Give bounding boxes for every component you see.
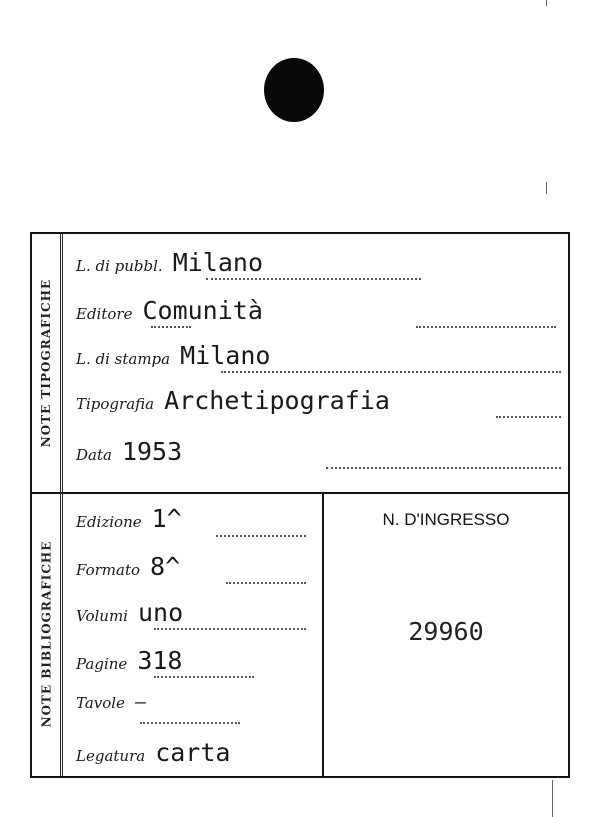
dotted-line — [226, 582, 306, 584]
field-label: Volumi — [76, 607, 128, 625]
field-label: Editore — [76, 305, 133, 323]
field-label: L. di stampa — [76, 350, 171, 368]
field-value: carta — [155, 738, 231, 767]
dotted-line — [151, 326, 191, 328]
bibliographic-notes-section — [32, 492, 568, 776]
field-label: Data — [76, 446, 112, 464]
field-label: Pagine — [76, 655, 128, 673]
field-place-of-publication — [76, 248, 263, 288]
field-value: Milano — [172, 248, 264, 277]
accession-number-value: 29960 — [408, 617, 484, 646]
typographic-notes-side-label — [32, 234, 63, 492]
dotted-line — [326, 467, 561, 469]
field-plates — [76, 692, 146, 732]
field-value: 318 — [137, 646, 183, 675]
dotted-line — [416, 326, 556, 328]
edge-mark-top — [546, 0, 547, 6]
field-value: Archetipografia — [164, 386, 390, 415]
field-binding — [76, 738, 230, 778]
field-label: Tipografia — [76, 395, 155, 413]
field-printer — [76, 386, 390, 426]
field-volumes — [76, 598, 183, 638]
field-value: uno — [137, 598, 184, 627]
field-value: Milano — [180, 341, 271, 370]
field-label: Edizione — [76, 513, 142, 531]
field-label: Formato — [76, 561, 141, 579]
field-format — [76, 552, 180, 592]
field-value: 8^ — [150, 552, 181, 581]
field-value: — — [134, 692, 146, 713]
dotted-line — [140, 722, 240, 724]
dotted-line — [154, 676, 254, 678]
field-value: Comunità — [142, 296, 263, 325]
field-publisher — [76, 296, 263, 336]
field-label: Legatura — [76, 747, 146, 765]
field-value: 1^ — [151, 504, 182, 533]
dotted-line — [216, 535, 306, 537]
bibliographic-notes-side-label — [32, 492, 63, 776]
punch-hole — [264, 58, 324, 122]
side-label-text: NOTE TIPOGRAFICHE — [39, 278, 53, 448]
edge-mark-upper — [546, 182, 547, 194]
typographic-notes-section — [32, 234, 568, 494]
dotted-line — [496, 416, 561, 418]
dotted-line — [206, 278, 421, 280]
accession-number-title: N. D'INGRESSO — [382, 510, 510, 529]
field-edition — [76, 504, 182, 544]
field-label: L. di pubbl. — [76, 257, 163, 275]
catalog-card — [30, 232, 570, 778]
field-pages — [76, 646, 182, 686]
edge-mark-bottom — [552, 780, 553, 817]
side-label-text: NOTE BIBLIOGRAFICHE — [39, 540, 53, 728]
dotted-line — [221, 371, 561, 373]
field-place-of-printing — [76, 341, 270, 381]
field-label: Tavole — [76, 694, 125, 712]
field-date — [76, 437, 182, 477]
dotted-line — [154, 628, 306, 630]
field-value: 1953 — [121, 437, 183, 466]
